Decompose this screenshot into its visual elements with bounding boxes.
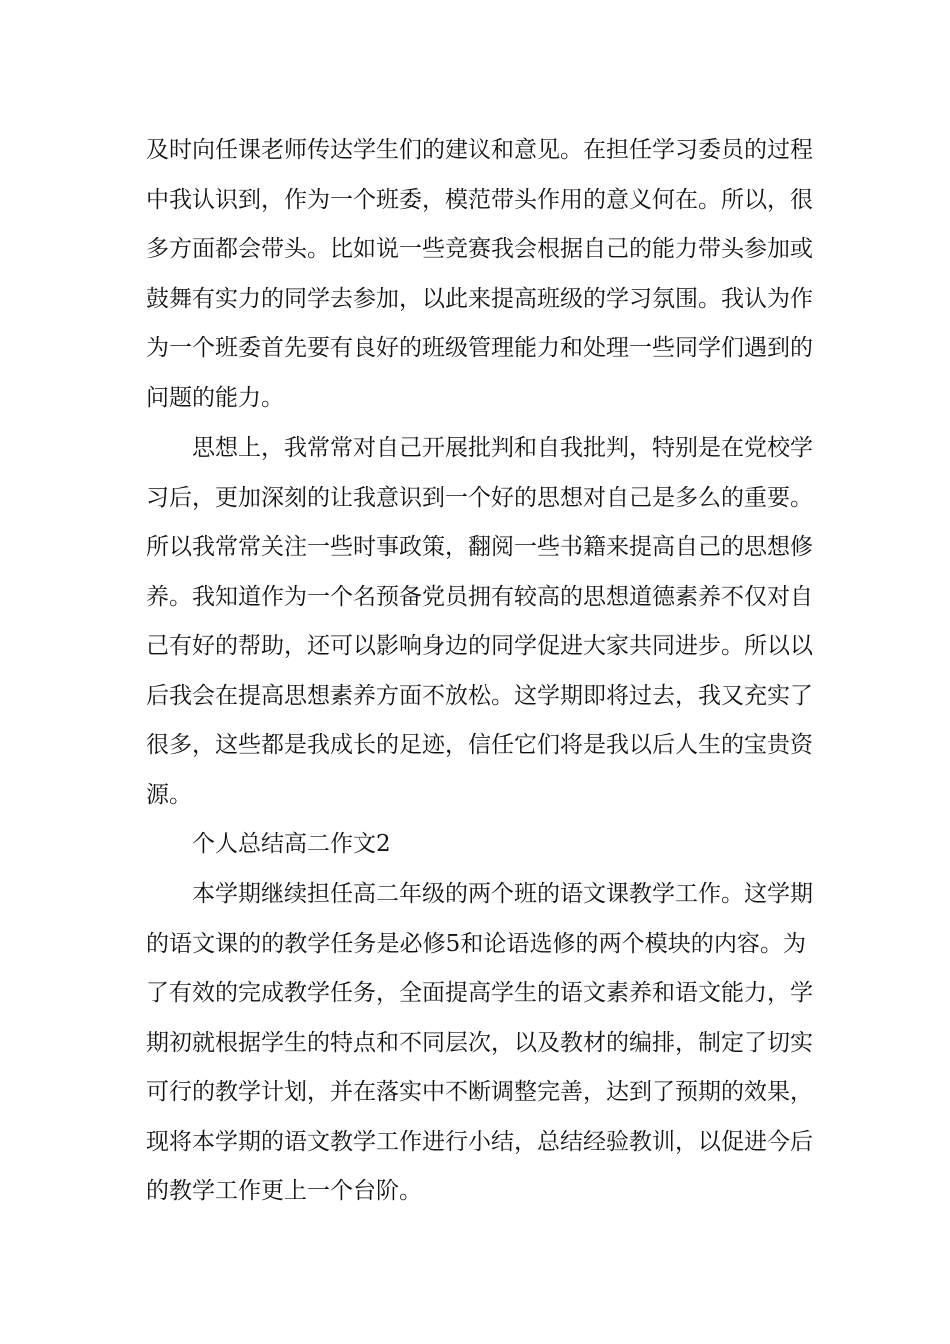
- paragraph-line: 期初就根据学生的特点和不同层次，以及教材的编排，制定了切实: [146, 1029, 813, 1056]
- paragraph-line: 思想上，我常常对自己开展批判和自我批判，特别是在党校学: [192, 435, 813, 461]
- paragraph-line: 养。我知道作为一个名预备党员拥有较高的思想道德素养不仅对自: [146, 583, 813, 610]
- paragraph-line: 的教学工作更上一个台阶。: [146, 1178, 422, 1204]
- paragraph-line: 为一个班委首先要有良好的班级管理能力和处理一些同学们遇到的: [146, 335, 813, 361]
- paragraph-line: 问题的能力。: [146, 384, 284, 411]
- paragraph-2: [146, 424, 813, 820]
- paragraph-line: 多方面都会带头。比如说一些竞赛我会根据自己的能力带头参加或: [146, 236, 813, 262]
- section-heading: 个人总结高二作文2: [192, 831, 391, 857]
- paragraph-line: 的语文课的的教学任务是必修5和论语选修的两个模块的内容。为: [146, 930, 806, 957]
- paragraph-line: 本学期继续担任高二年级的两个班的语文课教学工作。这学期: [192, 881, 813, 907]
- paragraph-line: 己有好的帮助，还可以影响身边的同学促进大家共同进步。所以以: [146, 633, 813, 659]
- section-heading-block: [146, 820, 806, 870]
- paragraph-line: 及时向任课老师传达学生们的建议和意见。在担任学习委员的过程: [146, 137, 813, 163]
- paragraph-line: 后我会在提高思想素养方面不放松。这学期即将过去，我又充实了: [146, 682, 813, 709]
- paragraph-line: 鼓舞有实力的同学去参加，以此来提高班级的学习氛围。我认为作: [146, 285, 813, 312]
- paragraph-line: 中我认识到，作为一个班委，模范带头作用的意义何在。所以，很: [146, 186, 813, 213]
- paragraph-3: [146, 870, 813, 1217]
- paragraph-line: 源。: [146, 781, 192, 808]
- paragraph-1: [146, 126, 813, 423]
- paragraph-line: 习后，更加深刻的让我意识到一个好的思想对自己是多么的重要。: [146, 484, 813, 511]
- paragraph-line: 很多，这些都是我成长的足迹，信任它们将是我以后人生的宝贵资: [146, 732, 813, 758]
- paragraph-line: 可行的教学计划，并在落实中不断调整完善，达到了预期的效果，: [146, 1079, 813, 1105]
- paragraph-line: 现将本学期的语文教学工作进行小结，总结经验教训，以促进今后: [146, 1128, 813, 1155]
- paragraph-line: 所以我常常关注一些时事政策，翻阅一些书籍来提高自己的思想修: [146, 534, 813, 560]
- paragraph-line: 了有效的完成教学任务，全面提高学生的语文素养和语文能力，学: [146, 980, 813, 1006]
